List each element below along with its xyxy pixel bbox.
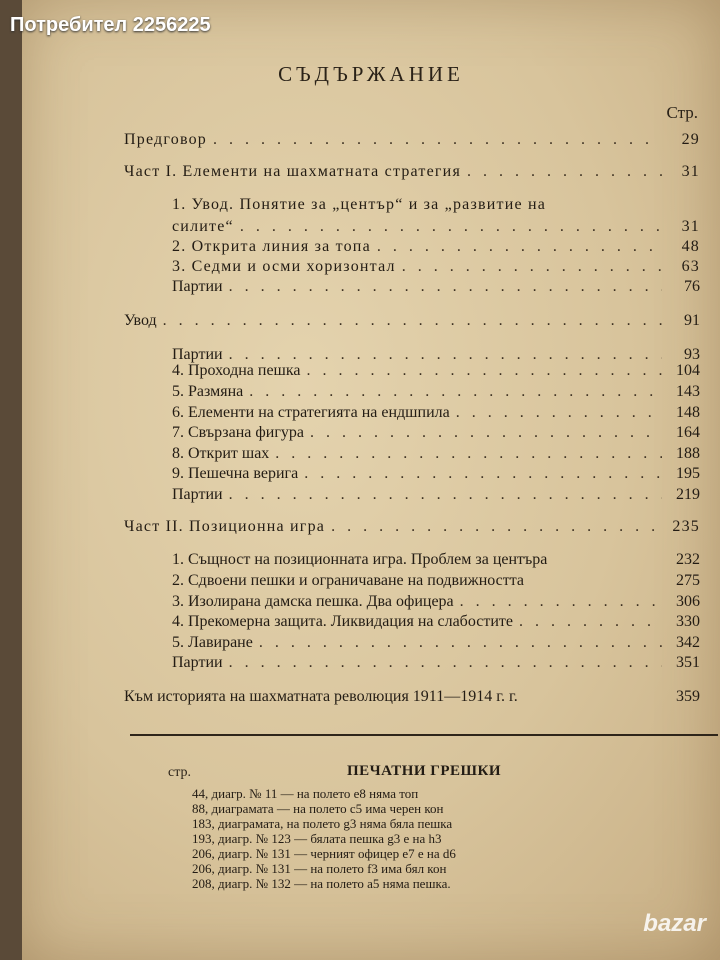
errata-item: 44, диагр. № 11 — на полето е8 няма топ (192, 786, 419, 801)
toc-entry-text: 9. Пешечна верига (172, 465, 299, 482)
toc-entry-page: 359 (676, 688, 700, 705)
toc-entry-page: 29 (681, 131, 700, 148)
toc-entry-page: 219 (676, 486, 700, 503)
toc-entry-page: 148 (676, 404, 700, 421)
toc-row (172, 238, 700, 256)
toc-entry-page: 143 (676, 383, 700, 400)
toc-row (124, 518, 700, 536)
toc-entry-page: 342 (676, 634, 700, 651)
toc-entry-text: 8. Открит шах (172, 445, 270, 462)
toc-row (172, 196, 700, 214)
toc-entry-page: 275 (676, 572, 700, 589)
errata-item: 208, диагр. № 132 — на полето а5 няма пешка. (192, 876, 451, 891)
toc-entry-text: 4. Прекомерна защита. Ликвидация на слабостите (172, 613, 513, 630)
toc-row (172, 383, 700, 401)
toc-entry-page: 63 (681, 258, 700, 275)
toc-entry-text: Предговор (124, 131, 207, 148)
toc-entry-page: 330 (676, 613, 700, 630)
toc-entry-page: 76 (684, 278, 700, 295)
errata-item: 183, диаграмата, на полето g3 няма бяла пешка (192, 816, 453, 831)
toc-row (172, 654, 700, 672)
toc-entry-page: 235 (672, 518, 700, 535)
toc-entry-page: 195 (676, 465, 700, 482)
bazar-logo-icon: bazar (643, 910, 706, 937)
section-divider (130, 734, 718, 736)
toc-row (172, 404, 700, 422)
toc-entry-text: Към историята на шахматната революция 1911—1914 г. г. (124, 688, 518, 705)
toc-row (124, 131, 700, 149)
toc-row (172, 593, 700, 611)
toc-entry-text: 1. Същност на позиционната игра. Проблем за центъра (172, 551, 548, 568)
toc-row (172, 362, 700, 380)
toc-row (172, 424, 700, 442)
errata-item: 193, диагр. № 123 — бялата пешка g3 е на h3 (192, 831, 442, 846)
errata-item: 206, диагр. № 131 — на полето f3 има бял кон (192, 861, 447, 876)
toc-entry-text: 5. Размяна (172, 383, 244, 400)
toc-entry-page: 31 (681, 218, 700, 235)
page-column-header: Стр. (666, 103, 698, 122)
toc-entry-text: Част I. Елементи на шахматната стратегия (124, 163, 461, 180)
toc-entry-text: 2. Открита линия за топа (172, 238, 371, 255)
toc-entry-text: 1. Увод. Понятие за „център“ и за „развитие на (172, 196, 547, 213)
toc-row (172, 465, 700, 483)
toc-entry-text: Партии (172, 654, 223, 671)
toc-row (172, 572, 700, 590)
errata-title: ПЕЧАТНИ ГРЕШКИ (347, 763, 502, 779)
toc-entry-text: Партии (172, 278, 223, 295)
toc-entry-text: 6. Елементи на стратегията на ендшпила (172, 404, 450, 421)
toc-entry-text: 7. Свързана фигура (172, 424, 304, 441)
toc-entry-text: 3. Изолирана дамска пешка. Два офицера (172, 593, 454, 610)
toc-entry-text: 5. Лавиране (172, 634, 253, 651)
toc-entry-page: 232 (676, 551, 700, 568)
toc-row (172, 278, 700, 296)
errata-page-label: стр. (168, 765, 192, 780)
toc-entry-page: 306 (676, 593, 700, 610)
toc-entry-text: Партии (172, 486, 223, 503)
table-of-contents (22, 0, 720, 720)
toc-row (172, 613, 700, 631)
toc-entry-page: 48 (681, 238, 700, 255)
toc-entry-text: силите“ (172, 218, 234, 235)
errata-item: 88, диаграмата — на полето с5 има черен кон (192, 801, 444, 816)
toc-row (172, 486, 700, 504)
toc-row (172, 551, 700, 569)
toc-row (172, 218, 700, 236)
toc-entry-page: 91 (684, 312, 700, 329)
toc-row (172, 445, 700, 463)
toc-row (124, 163, 700, 181)
toc-entry-page: 31 (681, 163, 700, 180)
toc-entry-text: Част II. Позиционна игра (124, 518, 326, 535)
toc-row (172, 258, 700, 276)
toc-row (172, 634, 700, 652)
toc-entry-text: Увод (124, 312, 157, 329)
toc-entry-page: 351 (676, 654, 700, 671)
toc-entry-page: 104 (676, 362, 700, 379)
toc-entry-text: 2. Сдвоени пешки и ограничаване на подвижността (172, 572, 525, 589)
toc-entry-page: 164 (676, 424, 700, 441)
toc-entry-page: 188 (676, 445, 700, 462)
toc-row (124, 312, 700, 330)
page-title: СЪДЪРЖАНИЕ (278, 62, 464, 86)
toc-entry-text: 3. Седми и осми хоризонтал (172, 258, 396, 275)
toc-entry-text: 4. Проходна пешка (172, 362, 301, 379)
toc-entry-text: Партии (172, 346, 223, 363)
errata-item: 206, диагр. № 131 — черният офицер е7 е на d6 (192, 846, 456, 861)
toc-row (124, 688, 700, 706)
toc-entry-page: 93 (684, 346, 700, 363)
book-page (22, 0, 720, 960)
user-watermark: Потребител 2256225 (10, 14, 211, 36)
